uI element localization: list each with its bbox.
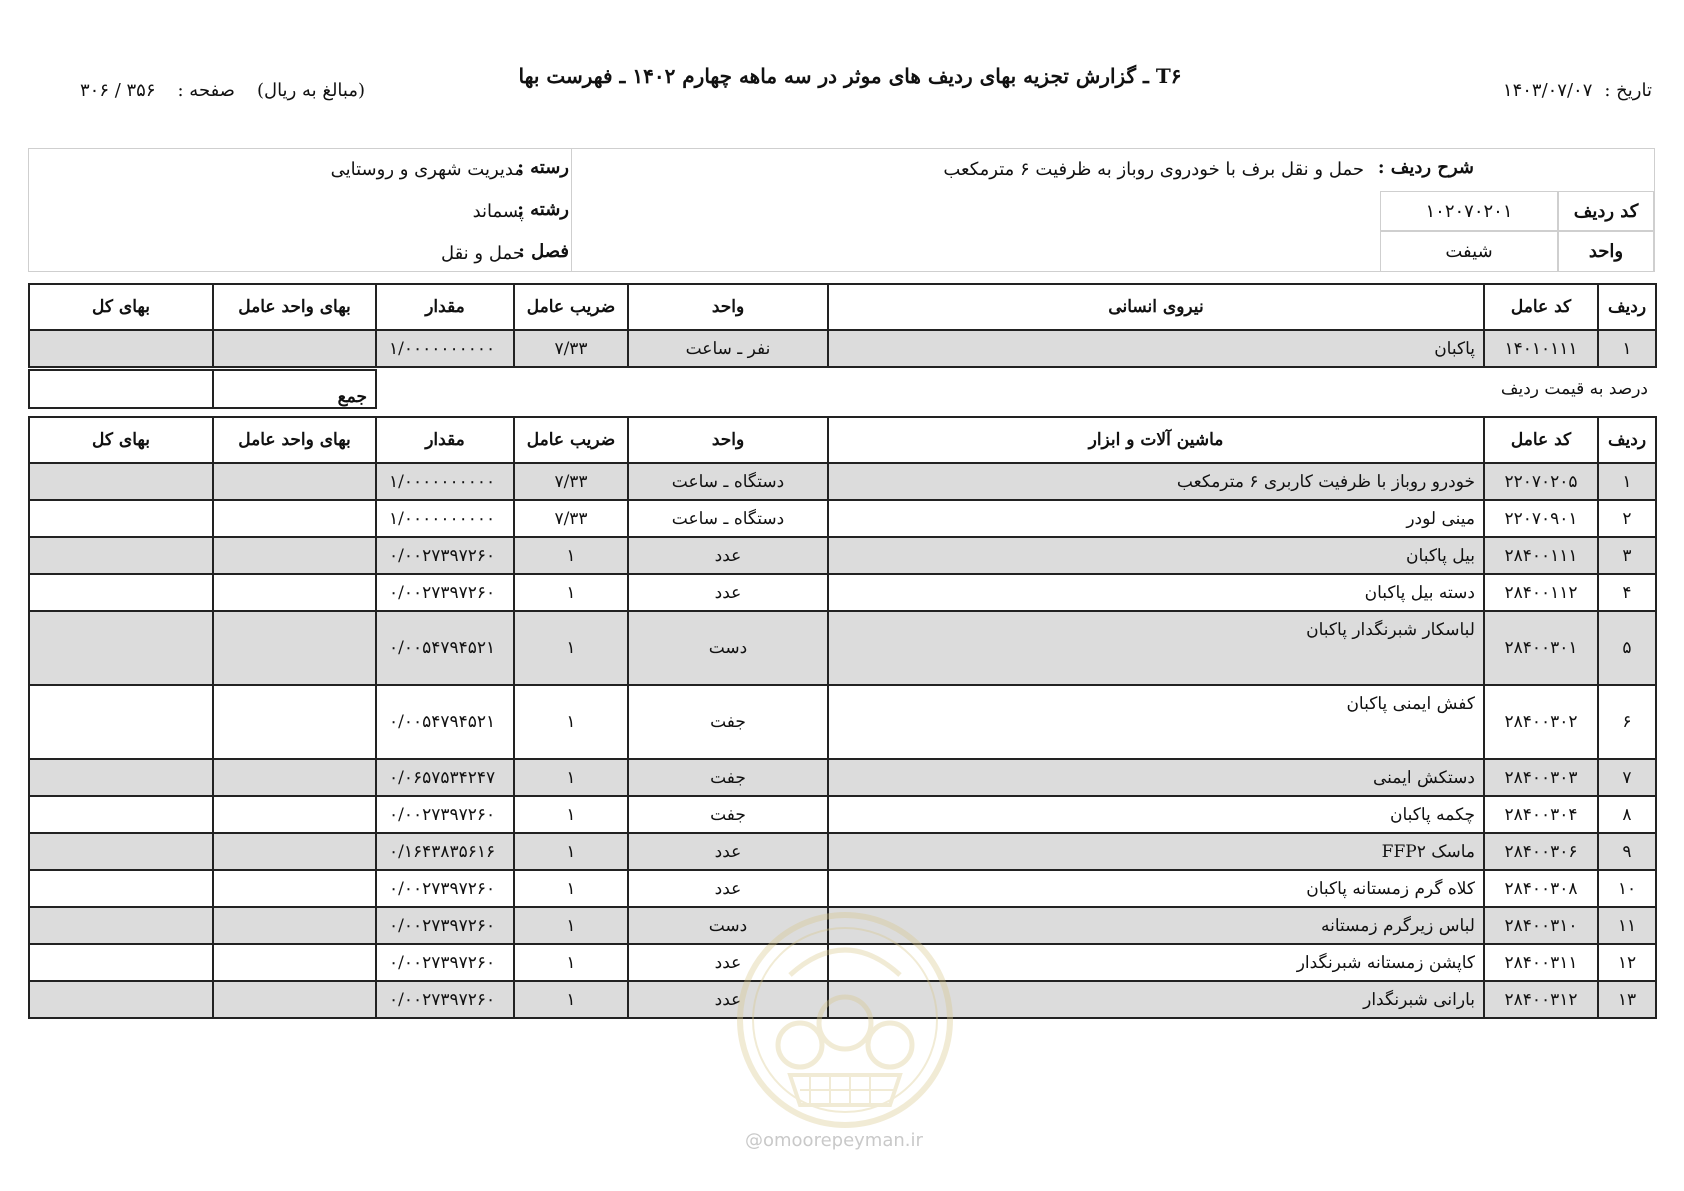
quantity-cell: ۰/۰۰۲۷۳۹۷۲۶۰: [376, 907, 514, 944]
machinery-table: [28, 416, 1657, 1019]
factor-name: کاپشن زمستانه شبرنگدار: [828, 944, 1484, 981]
coefficient-cell: ۱: [514, 870, 628, 907]
factor-name: چکمه پاکبان: [828, 796, 1484, 833]
row-number: ۲: [1598, 500, 1656, 537]
factor-code: ۲۸۴۰۰۳۱۰: [1484, 907, 1598, 944]
unit-cell: عدد: [628, 574, 828, 611]
summary-row: [29, 370, 1656, 408]
factor-name: بارانی شبرنگدار: [828, 981, 1484, 1018]
col-header: ردیف: [1598, 284, 1656, 330]
factor-name: کلاه گرم زمستانه پاکبان: [828, 870, 1484, 907]
factor-code: ۲۲۰۷۰۲۰۵: [1484, 463, 1598, 500]
total-price-cell: [29, 759, 213, 796]
description-label: شرح ردیف :: [1377, 157, 1474, 178]
unit-cell: جفت: [628, 685, 828, 759]
table-row: [29, 944, 1656, 981]
table-row: [29, 463, 1656, 500]
factor-name: دستکش ایمنی: [828, 759, 1484, 796]
table-row: [29, 330, 1656, 367]
unit-price-cell: [213, 463, 376, 500]
quantity-cell: ۰/۰۰۵۴۷۹۴۵۲۱: [376, 611, 514, 685]
factor-name: پاکبان: [828, 330, 1484, 367]
col-header: ضریب عامل: [514, 284, 628, 330]
row-number: ۹: [1598, 833, 1656, 870]
chapter-value: حمل و نقل: [440, 243, 524, 264]
summary-table: [28, 369, 1656, 409]
watermark-text: @omoorepeyman.ir: [745, 1130, 923, 1151]
unit-price-cell: [213, 907, 376, 944]
total-price-cell: [29, 500, 213, 537]
coefficient-cell: ۱: [514, 833, 628, 870]
unit-label: واحد: [1558, 231, 1654, 272]
row-number: ۱۳: [1598, 981, 1656, 1018]
unit-cell: نفر ـ ساعت: [628, 330, 828, 367]
factor-name: لباسکار شبرنگدار پاکبان: [828, 611, 1484, 685]
coefficient-cell: ۱: [514, 685, 628, 759]
unit-price-cell: [213, 833, 376, 870]
quantity-cell: ۱/۰۰۰۰۰۰۰۰۰۰: [376, 330, 514, 367]
quantity-cell: ۰/۰۰۲۷۳۹۷۲۶۰: [376, 944, 514, 981]
total-price-cell: [29, 463, 213, 500]
factor-code: ۲۸۴۰۰۳۰۱: [1484, 611, 1598, 685]
coefficient-cell: ۷/۳۳: [514, 330, 628, 367]
labor-table: [28, 283, 1657, 368]
col-header: بهای واحد عامل: [213, 417, 376, 463]
row-number: ۱۰: [1598, 870, 1656, 907]
info-divider: [571, 149, 572, 271]
unit-price-cell: [213, 759, 376, 796]
code-label: کد ردیف: [1558, 191, 1654, 231]
factor-name: لباس زیرگرم زمستانه: [828, 907, 1484, 944]
quantity-cell: ۰/۱۶۴۳۸۳۵۶۱۶: [376, 833, 514, 870]
unit-price-cell: [213, 870, 376, 907]
date-value: ۱۴۰۳/۰۷/۰۷: [1502, 80, 1593, 101]
col-header: کد عامل: [1484, 417, 1598, 463]
table-row: [29, 870, 1656, 907]
factor-code: ۲۸۴۰۰۳۰۲: [1484, 685, 1598, 759]
quantity-cell: ۰/۰۰۲۷۳۹۷۲۶۰: [376, 981, 514, 1018]
unit-price-cell: [213, 330, 376, 367]
factor-name: مینی لودر: [828, 500, 1484, 537]
unit-cell: جفت: [628, 796, 828, 833]
factor-code: ۲۸۴۰۰۳۱۱: [1484, 944, 1598, 981]
factor-name: دسته بیل پاکبان: [828, 574, 1484, 611]
sum-label: جمع: [213, 370, 376, 408]
total-price-cell: [29, 833, 213, 870]
row-number: ۱: [1598, 463, 1656, 500]
unit-price-cell: [213, 574, 376, 611]
row-number: ۵: [1598, 611, 1656, 685]
unit-value: شیفت: [1380, 231, 1558, 272]
total-price-cell: [29, 981, 213, 1018]
col-header: واحد: [628, 284, 828, 330]
coefficient-cell: ۱: [514, 537, 628, 574]
factor-name: ماسک FFP۲: [828, 833, 1484, 870]
col-header: واحد: [628, 417, 828, 463]
table-row: [29, 611, 1656, 685]
unit-price-cell: [213, 944, 376, 981]
quantity-cell: ۰/۰۰۲۷۳۹۷۲۶۰: [376, 796, 514, 833]
quantity-cell: ۰/۰۰۲۷۳۹۷۲۶۰: [376, 870, 514, 907]
quantity-cell: ۰/۰۰۵۴۷۹۴۵۲۱: [376, 685, 514, 759]
total-price-cell: [29, 870, 213, 907]
unit-cell: دستگاه ـ ساعت: [628, 500, 828, 537]
row-number: ۳: [1598, 537, 1656, 574]
unit-cell: عدد: [628, 981, 828, 1018]
unit-price-cell: [213, 796, 376, 833]
field-value: پسماند: [472, 201, 524, 222]
machinery-header-row: [29, 417, 1656, 463]
coefficient-cell: ۱: [514, 611, 628, 685]
total-price-cell: [29, 685, 213, 759]
unit-cell: دست: [628, 907, 828, 944]
total-price-cell: [29, 611, 213, 685]
factor-code: ۲۸۴۰۰۳۱۲: [1484, 981, 1598, 1018]
unit-cell: عدد: [628, 944, 828, 981]
description-value: حمل و نقل برف با خودروی روباز به ظرفیت ۶ مترمکعب: [943, 159, 1364, 180]
unit-price-cell: [213, 685, 376, 759]
factor-code: ۲۸۴۰۰۱۱۲: [1484, 574, 1598, 611]
table-row: [29, 796, 1656, 833]
total-price-cell: [29, 330, 213, 367]
row-number: ۱۲: [1598, 944, 1656, 981]
factor-code: ۲۸۴۰۰۱۱۱: [1484, 537, 1598, 574]
page-label: صفحه :: [177, 80, 235, 101]
quantity-cell: ۰/۰۶۵۷۵۳۴۲۴۷: [376, 759, 514, 796]
table-row: [29, 574, 1656, 611]
table-row: [29, 500, 1656, 537]
currency-note: (مبالغ به ریال): [256, 80, 366, 101]
factor-code: ۲۲۰۷۰۹۰۱: [1484, 500, 1598, 537]
table-row: [29, 833, 1656, 870]
factor-code: ۲۸۴۰۰۳۰۸: [1484, 870, 1598, 907]
chapter-label: فصل :: [518, 241, 569, 262]
col-header: بهای کل: [29, 417, 213, 463]
row-number: ۱۱: [1598, 907, 1656, 944]
unit-price-cell: [213, 537, 376, 574]
row-number: ۷: [1598, 759, 1656, 796]
coefficient-cell: ۷/۳۳: [514, 463, 628, 500]
report-title: T۶ ـ گزارش تجزیه بهای ردیف های موثر در سه ماهه چهارم ۱۴۰۲ ـ فهرست بها: [518, 64, 1182, 88]
date-label: تاریخ :: [1604, 80, 1652, 101]
col-header: ضریب عامل: [514, 417, 628, 463]
factor-code: ۲۸۴۰۰۳۰۶: [1484, 833, 1598, 870]
col-header: بهای واحد عامل: [213, 284, 376, 330]
coefficient-cell: ۱: [514, 796, 628, 833]
report-date: [1503, 80, 1652, 101]
coefficient-cell: ۱: [514, 944, 628, 981]
table-row: [29, 981, 1656, 1018]
labor-header-row: [29, 284, 1656, 330]
unit-cell: دستگاه ـ ساعت: [628, 463, 828, 500]
sum-value: [29, 370, 213, 408]
row-number: ۶: [1598, 685, 1656, 759]
col-header: ردیف: [1598, 417, 1656, 463]
row-number: ۴: [1598, 574, 1656, 611]
factor-name: بیل پاکبان: [828, 537, 1484, 574]
table-row: [29, 685, 1656, 759]
total-price-cell: [29, 537, 213, 574]
coefficient-cell: ۷/۳۳: [514, 500, 628, 537]
total-price-cell: [29, 907, 213, 944]
coefficient-cell: ۱: [514, 981, 628, 1018]
table-row: [29, 907, 1656, 944]
unit-price-cell: [213, 500, 376, 537]
item-info-box: [28, 148, 1655, 272]
col-header: مقدار: [376, 284, 514, 330]
percent-label: درصد به قیمت ردیف: [1500, 379, 1648, 399]
factor-code: ۲۸۴۰۰۳۰۴: [1484, 796, 1598, 833]
field-label: رشته :: [517, 199, 569, 220]
page-info: [30, 80, 365, 101]
row-number: ۸: [1598, 796, 1656, 833]
category-value: مدیریت شهری و روستایی: [330, 159, 524, 180]
row-number: ۱: [1598, 330, 1656, 367]
unit-price-cell: [213, 981, 376, 1018]
col-header: نیروی انسانی: [828, 284, 1484, 330]
quantity-cell: ۰/۰۰۲۷۳۹۷۲۶۰: [376, 574, 514, 611]
category-label: رسته :: [517, 157, 569, 178]
factor-name: خودرو روباز با ظرفیت کاربری ۶ مترمکعب: [828, 463, 1484, 500]
unit-cell: جفت: [628, 759, 828, 796]
coefficient-cell: ۱: [514, 574, 628, 611]
col-header: کد عامل: [1484, 284, 1598, 330]
col-header: بهای کل: [29, 284, 213, 330]
total-price-cell: [29, 796, 213, 833]
quantity-cell: ۰/۰۰۲۷۳۹۷۲۶۰: [376, 537, 514, 574]
total-price-cell: [29, 574, 213, 611]
quantity-cell: ۱/۰۰۰۰۰۰۰۰۰۰: [376, 463, 514, 500]
col-header: مقدار: [376, 417, 514, 463]
factor-name: کفش ایمنی پاکبان: [828, 685, 1484, 759]
quantity-cell: ۱/۰۰۰۰۰۰۰۰۰۰: [376, 500, 514, 537]
code-value: ۱۰۲۰۷۰۲۰۱: [1380, 191, 1558, 231]
page-number: ۳۰۶ / ۳۵۶: [80, 80, 156, 101]
total-price-cell: [29, 944, 213, 981]
unit-cell: عدد: [628, 833, 828, 870]
table-row: [29, 537, 1656, 574]
table-row: [29, 759, 1656, 796]
unit-price-cell: [213, 611, 376, 685]
coefficient-cell: ۱: [514, 759, 628, 796]
unit-cell: دست: [628, 611, 828, 685]
unit-cell: عدد: [628, 537, 828, 574]
coefficient-cell: ۱: [514, 907, 628, 944]
factor-code: ۱۴۰۱۰۱۱۱: [1484, 330, 1598, 367]
col-header: ماشین آلات و ابزار: [828, 417, 1484, 463]
factor-code: ۲۸۴۰۰۳۰۳: [1484, 759, 1598, 796]
unit-cell: عدد: [628, 870, 828, 907]
